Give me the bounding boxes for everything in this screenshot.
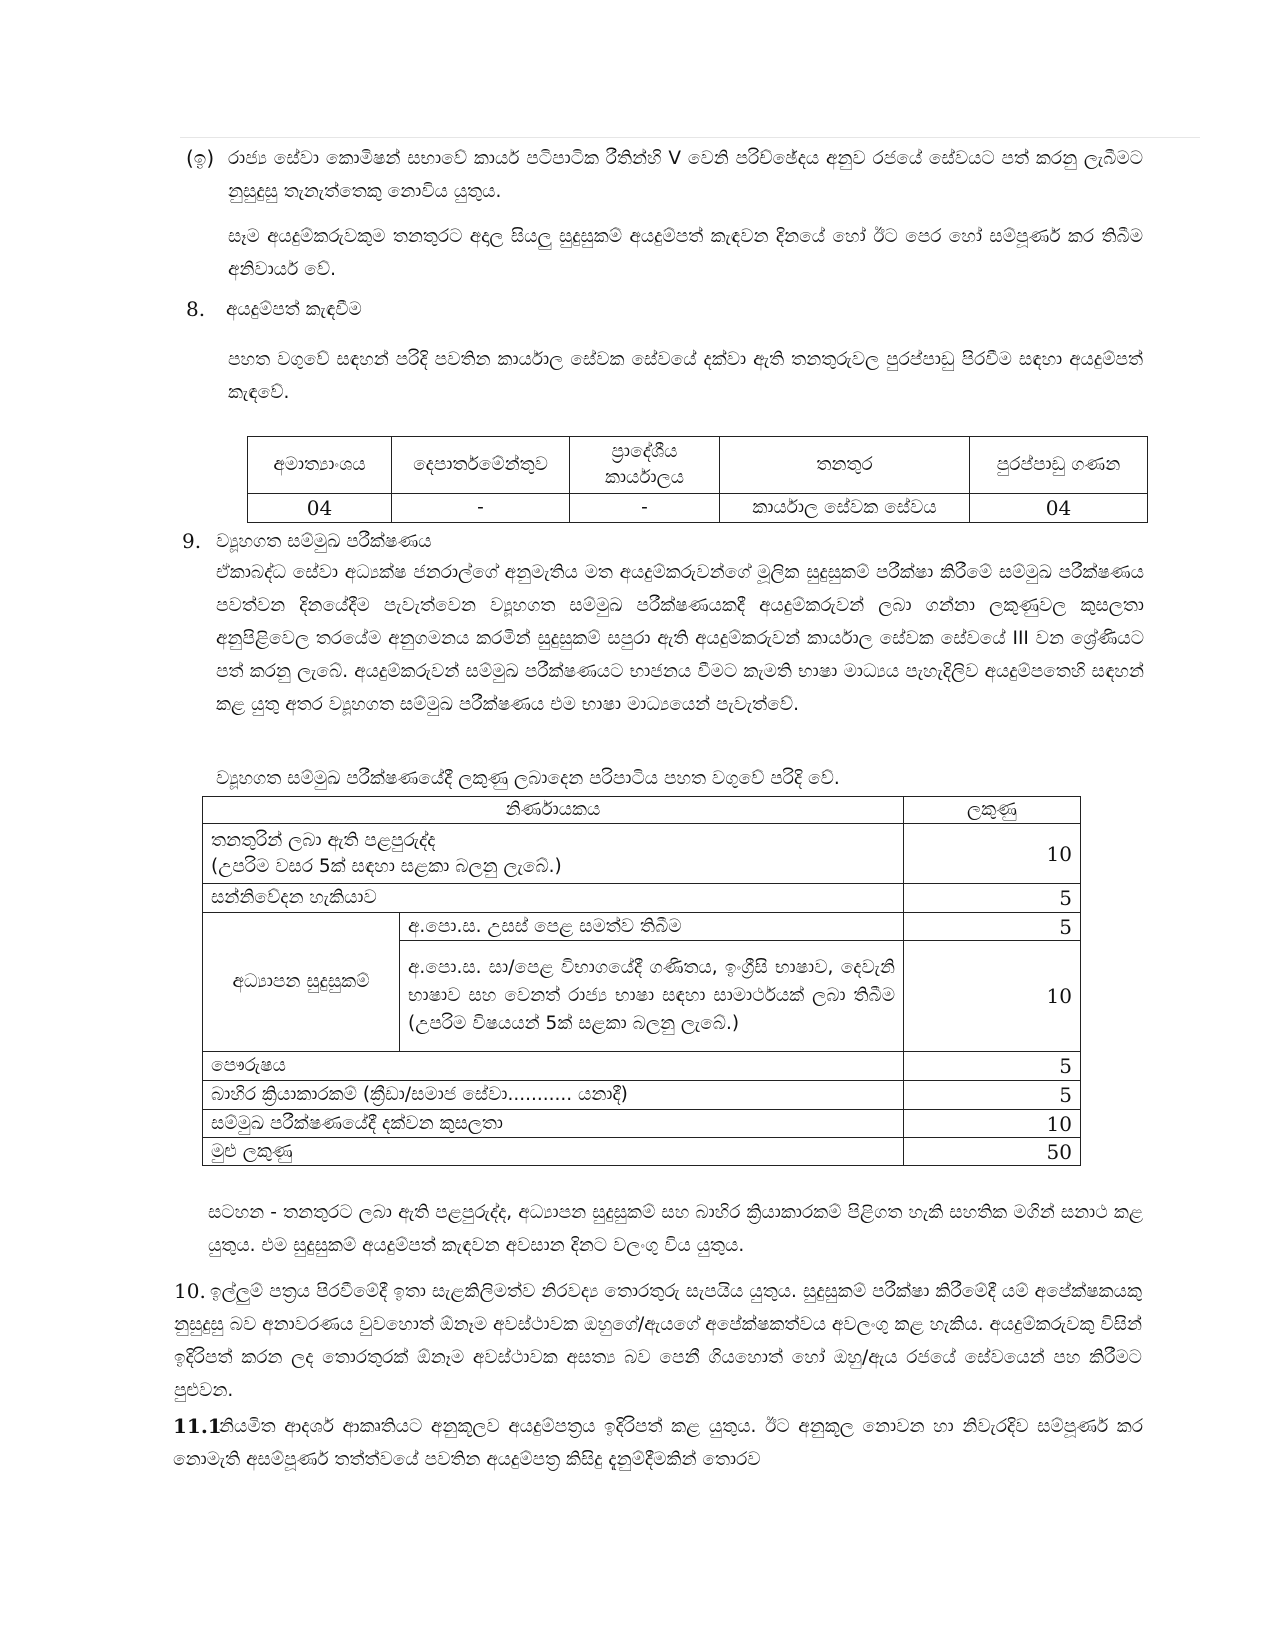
marks-al: 5 (904, 913, 1081, 941)
cell-department: - (392, 494, 570, 523)
section-11-1-text: නියමිත ආදර්ශ ආකෘතියට අනුකූලව අයදුම්පත්‍රය ඉදිරිපත් කළ යුතුය. ඊට අනුකූල නොවන හා නිවැරදිව සම්පූර්ණ කර නොමැති අසම්පූර්ණ තත්ත්වයේ පවතින අයදුම්පත්‍ර කිසිදු දැනුම්දීමකින් තොරව (173, 1416, 1143, 1470)
header-vacancies: පුරප්පාඩු ගණන (970, 437, 1148, 494)
header-department: දෙපාර්තමේන්තුව (392, 437, 570, 494)
vacancy-table (247, 436, 1148, 523)
criteria-experience (203, 824, 904, 884)
vacancy-table-header-row (248, 437, 1148, 494)
criteria-ol: අ.පො.ස. සා/පෙළ විභාගයේදී ගණිතය, ඉංග්‍රීසි භාෂාව, දෙවැනි භාෂාව සහ වෙනත් රාජ්‍ය භාෂා සඳහා සාමාර්ථයක් ලබා තිබීම (උපරිම විෂයයන් 5ක් සළකා බලනු ලැබේ.) (400, 941, 904, 1052)
criteria-total: මුළු ලකුණු (203, 1138, 904, 1166)
section-e-note: සෑම අයදුම්කරුවකුම තනතුරට අදාල සියලු සුදුසුකම් අයදුම්පත් කැඳවන දිනයේ හෝ ඊට පෙර හෝ සම්පූර්ණ කර තිබීම අනිවාර්ය වේ. (228, 226, 1143, 280)
section-10-text: ඉල්ලුම් පත්‍රය පිරවීමේදී ඉතා සැළකිලිමත්ව නිරවද්‍ය තොරතුරු සැපයිය යුතුය. සුදුසුකම් පරීක්ෂා කිරීමේදී යම් අපේක්ෂකයකු නුසුදුසු බව අනාවරණය වුවහොත් ඕනෑම අවස්ථාවක ඔහුගේ/ඇයගේ අපේක්ෂකත්වය අවලංගු කළ හැකිය. අයදුම්කරුවකු විසින් ඉදිරිපත් කරන ලද තොරතුරක් ඕනෑම අවස්ථාවක අසත්‍ය බව පෙනී ගියහොත් හෝ ඔහු/ඇය රජයේ සේවයෙන් පහ කිරීමට පුළුවන. (174, 1281, 1142, 1401)
section-e-text: රාජ්‍ය සේවා කොමිෂන් සභාවේ කාර්ය පටිපාටික රීතින්හි V වෙනි පරිච්ඡේදය අනුව රජයේ සේවයට පත් කරනු ලැබීමට නුසුදුසු තැනැත්තෙකු නොවිය යුතුය. (228, 148, 1143, 202)
row-personality (203, 1052, 1081, 1081)
marks-table-header-row (203, 797, 1081, 824)
header-marks: ලකුණු (904, 797, 1081, 824)
marks-personality: 5 (904, 1052, 1081, 1081)
row-communication (203, 884, 1081, 913)
criteria-extra: බාහිර ක්‍රියාකාරකම් (ක්‍රීඩා/සමාජ සේවා........... යනාදී) (203, 1081, 904, 1110)
criteria-education: අධ්‍යාපන සුදුසුකම් (203, 913, 400, 1052)
criteria-communication: සන්නිවේදන හැකියාව (203, 884, 904, 913)
marks-communication: 5 (904, 884, 1081, 913)
section-8-heading: අයදුම්පත් කැඳවීම (226, 299, 362, 320)
criteria-personality: පෞරුෂය (203, 1052, 904, 1081)
section-9-heading: ව්‍යූහගත සම්මුඛ පරීක්ෂණය (216, 531, 432, 552)
section-9-number: 9. (182, 529, 202, 553)
scan-artifact-line (180, 137, 1200, 138)
marks-extra: 5 (904, 1081, 1081, 1110)
vacancy-table-row (248, 494, 1148, 523)
marks-table (202, 796, 1081, 1166)
section-10-number: 10. (174, 1279, 206, 1303)
header-post: තනතුර (720, 437, 970, 494)
row-al (203, 913, 1081, 941)
marks-ol: 10 (904, 941, 1081, 1052)
criteria-al: අ.පො.ස. උසස් පෙළ සමත්ව තිබීම (400, 913, 904, 941)
criteria-skills: සම්මුඛ පරීක්ෂණයේදී දක්වන කුසලතා (203, 1110, 904, 1138)
section-e-marker: (ඉ) (186, 146, 215, 170)
marks-skills: 10 (904, 1110, 1081, 1138)
marks-total: 50 (904, 1138, 1081, 1166)
section-9-table-intro: ව්‍යූහගත සම්මුඛ පරීක්ෂණයේදී ලකුණු ලබාදෙන පරිපාටිය පහත වගුවේ පරිදි වේ. (216, 768, 840, 789)
cell-post: කාර්යාල සේවක සේවය (720, 494, 970, 523)
cell-regional-office: - (570, 494, 720, 523)
section-11-1-number: 11.1 (173, 1414, 222, 1438)
section-8-number: 8. (186, 297, 206, 321)
criteria-experience-note: (උපරිම වසර 5ක් සඳහා සළකා බලනු ලැබේ.) (211, 855, 562, 877)
header-regional-office: ප්‍රාදේශීය කාර්යාලය (570, 437, 720, 494)
header-criteria: නිර්ණායකය (203, 797, 904, 824)
row-total (203, 1138, 1081, 1166)
section-9-text: ඒකාබද්ධ සේවා අධ්‍යක්ෂ ජනරාල්ගේ අනුමැතිය මත අයදුම්කරුවන්ගේ මූලික සුදුසුකම් පරීක්ෂා කිරීමේ සම්මුඛ පරීක්ෂණය පවත්වන දිනයේදීම පැවැත්වෙන ව්‍යූහගත සම්මුඛ පරීක්ෂණයකදී අයදුම්කරුවන් ලබා ගන්නා ලකුණුවල කුසලතා අනුපිළිවෙල තරයේම අනුගමනය කරමින් සුදුසුකම් සපුරා ඇති අයදුම්කරුවන් කාර්යාල සේවක සේවයේ III වන ශ්‍රේණියට පත් කරනු ලැබේ. අයදුම්කරුවන් සම්මුඛ පරීක්ෂණයට භාජනය වීමට කැමති භාෂා මාධ්‍යය පැහැදිලිව අයදුම්පතෙහි සඳහන් කළ යුතු අතර ව්‍යූහගත සම්මුඛ පරීක්ෂණය එම භාෂා මාධ්‍යයෙන් පැවැත්වේ. (216, 562, 1144, 715)
marks-experience: 10 (904, 824, 1081, 884)
row-experience (203, 824, 1081, 884)
criteria-experience-label: තනතුරින් ලබා ඇති පළපුරුද්ද (211, 829, 436, 851)
cell-vacancies: 04 (970, 494, 1148, 523)
section-9-note: සටහන - තනතුරට ලබා ඇති පළපුරුද්ද, අධ්‍යාපන සුදුසුකම් සහ බාහිර ක්‍රියාකාරකම් පිළිගත හැකි සහතික මගින් සනාථ කළ යුතුය. එම සුදුසුකම් අයදුම්පත් කැඳවන අවසාන දිනට වලංගු විය යුතුය. (208, 1202, 1143, 1256)
header-ministry: අමාත්‍යාංශය (248, 437, 392, 494)
row-skills (203, 1110, 1081, 1138)
cell-ministry: 04 (248, 494, 392, 523)
row-extra (203, 1081, 1081, 1110)
section-8-text: පහත වගුවේ සඳහන් පරිදි පවතින කාර්යාල සේවක සේවයේ දක්වා ඇති තනතුරුවල පුරප්පාඩු පිරවීම සඳහා අයදුම්පත් කැඳවේ. (228, 349, 1143, 403)
